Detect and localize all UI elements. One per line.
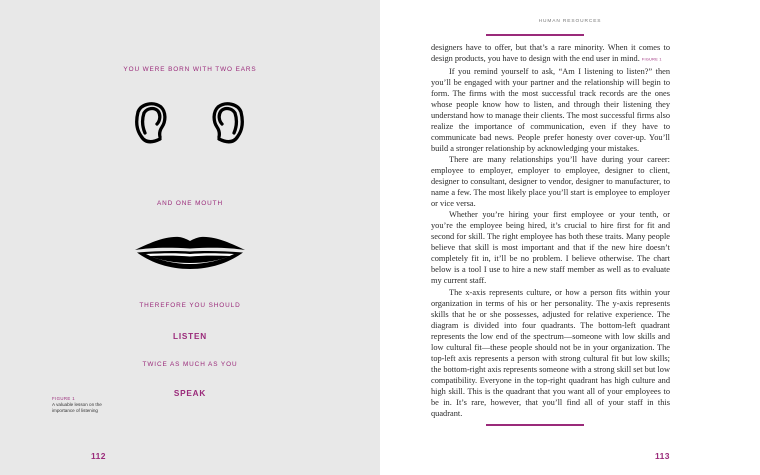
line-therefore: THEREFORE YOU SHOULD bbox=[139, 302, 241, 309]
page-number-left: 112 bbox=[91, 451, 106, 461]
line-one-mouth: AND ONE MOUTH bbox=[156, 200, 224, 207]
right-page bbox=[380, 0, 760, 475]
top-rule bbox=[486, 34, 584, 36]
paragraph: If you remind yourself to ask, “Am I listening to listen?” then you’ll be engaged with your partner and the relationship will begin to form. The firms with the most successful track records are the ones whose people know how to listen, and through their listening they understand how to manage their clients. The most successful firms also realize the importance of communication, even if they have to communicate bad news. People prefer honesty over cover-up. You’ll build a stronger relationship by acknowledging your mistakes. bbox=[431, 66, 670, 153]
line-twice-as-much: TWICE AS MUCH AS YOU bbox=[142, 361, 238, 368]
figure-label: FIGURE 1 bbox=[52, 396, 76, 401]
paragraph: The x-axis represents culture, or how a person fits within your organization in terms of his or her personality. The y-axis represents skills that he or she possesses, adjusted for relative experience. The diagram is divided into four quadrants. The bottom-left quadrant represents the low end of the spectrum—someone with low skills and low cultural fit—these people should not be in your organization. The top-left axis represents a person with strong cultural fit but low skills; the bottom-right axis represents someone with a strong skill set but low compatibility. Everyone in the top-right quadrant has high culture and high skill. This is the quadrant that you want all of your employees to be in. It’s rare, however, that you’ll find all of your staff in this quadrant. bbox=[431, 287, 670, 419]
figure-caption: A valuable lesson on the importance of listening bbox=[52, 402, 102, 413]
lips-icon bbox=[134, 232, 246, 270]
paragraph: Whether you’re hiring your first employee or your tenth, or you’re the employee being hired, it’s crucial to hire first for fit and second for skill. The right employee has both these traits. Many people believe that skill is most important and that if the new hire doesn’t completely fit in, it’ll be no problem. I believe otherwise. The chart below is a tool I use to hire a new staff member as well as to evaluate my current staff. bbox=[431, 210, 670, 286]
line-born-two-ears: YOU WERE BORN WITH TWO EARS bbox=[123, 66, 257, 73]
bottom-rule bbox=[486, 424, 584, 426]
page-number-right: 113 bbox=[655, 451, 670, 461]
word-listen: LISTEN bbox=[173, 332, 207, 341]
word-speak: SPEAK bbox=[173, 389, 207, 398]
left-ear-icon bbox=[133, 99, 169, 145]
figure-reference: FIGURE 1 bbox=[641, 57, 662, 62]
paragraph: designers have to offer, but that’s a rare minority. When it comes to design products, you have to design with the end user in mind. FIGURE 1 bbox=[431, 43, 670, 64]
right-ear-icon bbox=[210, 99, 246, 145]
body-text bbox=[431, 42, 670, 419]
running-head: HUMAN RESOURCES bbox=[538, 19, 602, 24]
paragraph: There are many relationships you’ll have during your career: employee to employer, employer to employee, designer to client, designer to consultant, designer to vendor, designer to manufacturer, to name a few. The most likely place you’ll start is employee to employer or vice versa. bbox=[431, 154, 670, 209]
